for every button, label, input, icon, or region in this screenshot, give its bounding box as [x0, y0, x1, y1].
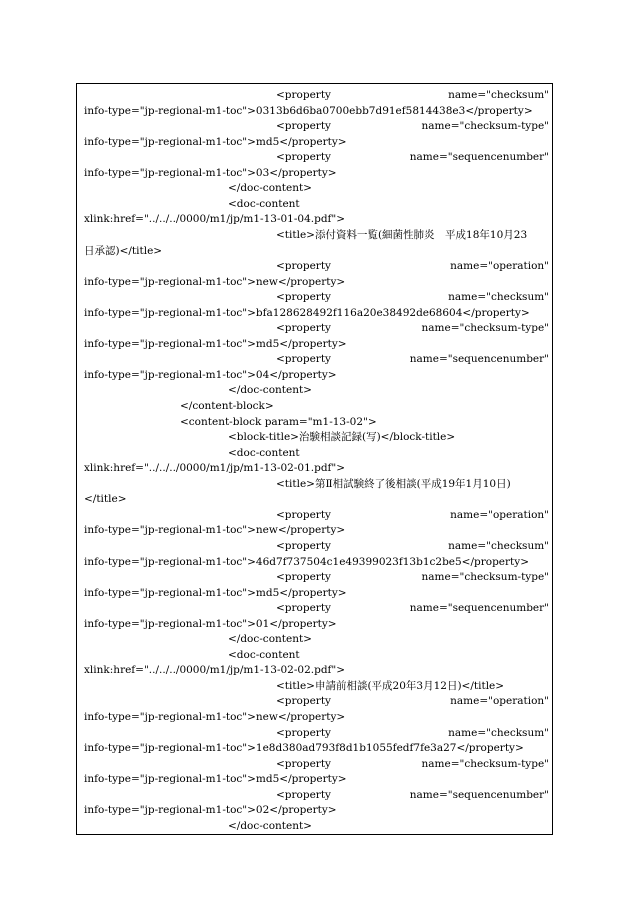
code-line-attribute: name="operation": [450, 508, 549, 521]
code-line: [84, 648, 549, 663]
code-line: [84, 368, 549, 383]
code-line: [84, 741, 549, 756]
code-listing-frame: [76, 83, 553, 835]
code-line-text: <doc-content: [228, 446, 300, 459]
code-line-text: <title>添付資料一覧(細菌性肺炎 平成18年10月23: [276, 228, 528, 241]
code-line-text: info-type="jp-regional-m1-toc">02</property>: [84, 804, 337, 817]
code-line: [84, 492, 549, 507]
code-line-text: <property: [276, 788, 331, 801]
code-line-text: <property: [276, 571, 331, 584]
code-line: [84, 197, 549, 212]
code-line: [84, 259, 549, 274]
code-line: [84, 88, 549, 103]
code-line-text: <doc-content: [228, 197, 300, 210]
code-line-text: </doc-content>: [228, 819, 312, 832]
code-line: [84, 788, 549, 803]
code-line-text: <content-block param="m1-13-02">: [180, 415, 377, 428]
code-line: [84, 228, 549, 243]
code-line-text: xlink:href="../../../0000/m1/jp/m1-13-02-02.pdf">: [84, 664, 346, 677]
code-line: [84, 181, 549, 196]
code-line-text: </content-block>: [180, 400, 274, 412]
code-line: [84, 352, 549, 367]
code-line-text: <property: [276, 695, 331, 708]
code-line-text: </doc-content>: [228, 633, 312, 646]
code-line-attribute: name="operation": [450, 260, 549, 273]
code-line: [84, 119, 549, 134]
code-line-text: <property: [276, 602, 331, 615]
code-line: [84, 446, 549, 461]
code-line-text: <property: [276, 353, 331, 366]
code-line-attribute: name="checksum-type": [421, 757, 549, 770]
code-line-text: info-type="jp-regional-m1-toc">md5</property>: [84, 586, 347, 599]
code-line: [84, 632, 549, 647]
code-line: [84, 555, 549, 570]
code-line-text: <property: [276, 89, 331, 101]
code-line-text: info-type="jp-regional-m1-toc">04</property>: [84, 368, 337, 381]
code-line-text: info-type="jp-regional-m1-toc">md5</property>: [84, 337, 347, 350]
code-line-attribute: name="checksum-type": [421, 571, 549, 584]
code-line: [84, 523, 549, 538]
code-line-attribute: name="checksum": [448, 726, 549, 739]
code-line-attribute: name="checksum-type": [421, 322, 549, 335]
code-line: [84, 617, 549, 632]
code-line: [84, 757, 549, 772]
code-line-text: <property: [276, 260, 331, 273]
code-line-attribute: name="checksum": [448, 539, 549, 552]
code-line-text: <property: [276, 322, 331, 335]
code-line: [84, 819, 549, 834]
code-line: [84, 244, 549, 259]
code-line-text: <title>申請前相談(平成20年3月12日)</title>: [276, 679, 505, 692]
code-line: [84, 477, 549, 492]
code-line: [84, 275, 549, 290]
code-line: [84, 135, 549, 150]
code-line-text: 日承認)</title>: [84, 244, 163, 257]
code-line-text: info-type="jp-regional-m1-toc">md5</property>: [84, 773, 347, 786]
code-line-text: info-type="jp-regional-m1-toc">46d7f737504c1e49399023f13b1c2be5</property>: [84, 555, 529, 568]
code-line-attribute: name="checksum": [448, 89, 549, 101]
code-line: [84, 104, 549, 119]
code-line-text: info-type="jp-regional-m1-toc">03</property>: [84, 166, 337, 179]
code-line: [84, 166, 549, 181]
code-line-text: info-type="jp-regional-m1-toc">1e8d380ad793f8d1b1055fedf7fe3a27</property>: [84, 742, 524, 755]
code-line: [84, 212, 549, 227]
code-line-text: xlink:href="../../../0000/m1/jp/m1-13-01-04.pdf">: [84, 213, 346, 226]
code-line: [84, 383, 549, 398]
code-line: [84, 430, 549, 445]
code-line-text: <title>第Ⅱ相試験終了後相談(平成19年1月10日): [276, 477, 511, 490]
code-line: [84, 663, 549, 678]
code-line: [84, 399, 549, 414]
code-line: [84, 679, 549, 694]
code-line: [84, 306, 549, 321]
code-line-text: <property: [276, 120, 331, 133]
code-line: [84, 321, 549, 336]
code-line-text: <property: [276, 151, 331, 164]
code-line-text: info-type="jp-regional-m1-toc">new</property>: [84, 275, 346, 288]
code-line-text: info-type="jp-regional-m1-toc">bfa128628492f116a20e38492de68604</property>: [84, 306, 530, 319]
code-line-text: <property: [276, 726, 331, 739]
code-line-attribute: name="sequencenumber": [409, 602, 549, 615]
code-line: [84, 539, 549, 554]
code-line-text: xlink:href="../../../0000/m1/jp/m1-13-02-01.pdf">: [84, 462, 346, 475]
code-line-text: info-type="jp-regional-m1-toc">new</property>: [84, 524, 346, 537]
code-line: [84, 726, 549, 741]
code-line-text: <property: [276, 539, 331, 552]
code-line-attribute: name="checksum-type": [421, 120, 549, 133]
code-line-text: <property: [276, 291, 331, 304]
code-line: [84, 710, 549, 725]
code-line: [84, 694, 549, 709]
code-line-attribute: name="sequencenumber": [409, 151, 549, 164]
code-line: [84, 570, 549, 585]
code-line-attribute: name="operation": [450, 695, 549, 708]
code-line-attribute: name="checksum": [448, 291, 549, 304]
code-line: [84, 415, 549, 430]
code-line-text: <block-title>治験相談記録(写)</block-title>: [228, 431, 456, 444]
code-line-text: info-type="jp-regional-m1-toc">01</property>: [84, 617, 337, 630]
code-line-text: info-type="jp-regional-m1-toc">new</property>: [84, 711, 346, 723]
code-line: [84, 772, 549, 787]
code-line-text: <property: [276, 757, 331, 770]
code-line: [84, 601, 549, 616]
code-line-text: </doc-content>: [228, 384, 312, 397]
code-line: [84, 803, 549, 818]
code-line-text: </doc-content>: [228, 182, 312, 195]
code-line: [84, 586, 549, 601]
code-line-text: <property: [276, 508, 331, 521]
code-line: [84, 290, 549, 305]
code-line: [84, 337, 549, 352]
code-line-attribute: name="sequencenumber": [409, 353, 549, 366]
code-line-attribute: name="sequencenumber": [409, 788, 549, 801]
code-line: [84, 508, 549, 523]
code-line: [84, 461, 549, 476]
code-line: [84, 150, 549, 165]
code-line-text: </title>: [84, 493, 127, 506]
code-line-text: info-type="jp-regional-m1-toc">md5</property>: [84, 135, 347, 148]
code-line-text: info-type="jp-regional-m1-toc">0313b6d6ba0700ebb7d91ef5814438e3</property>: [84, 104, 533, 117]
code-line-text: <doc-content: [228, 648, 300, 661]
